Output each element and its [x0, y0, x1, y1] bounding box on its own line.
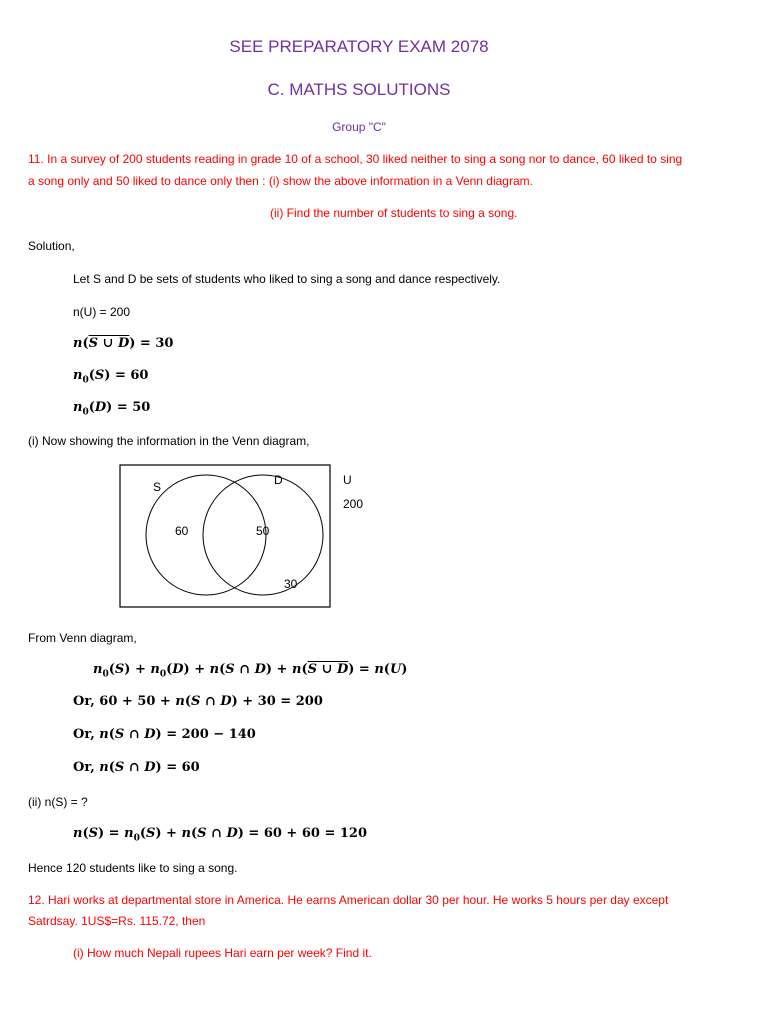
q12-part1: (i) How much Nepali rupees Hari earn per week? Find it.: [73, 946, 372, 960]
solution-let: Let S and D be sets of students who liked to sing a song and dance respectively.: [73, 272, 501, 286]
conclusion: Hence 120 students like to sing a song.: [28, 861, 238, 875]
venn-diagram: [110, 460, 380, 620]
venn-intro: (i) Now showing the information in the Venn diagram,: [28, 434, 310, 448]
label-u: U: [343, 473, 352, 487]
group-label: Group "C": [332, 120, 386, 134]
ns-equation: $n(S) = n_0(S) + n(S$ ∩ D) = 60 + 60 = 120: [73, 826, 368, 844]
solution-heading: Solution,: [28, 239, 75, 253]
s-only-value: 60: [175, 524, 189, 538]
main-equation: $n_0(S) + n_0(D) + n(S$ ∩ D) + n(S ∪ D) = n(U): [93, 662, 408, 680]
label-d: D: [274, 473, 283, 487]
n0-d-line: $n_0(D) = 50$: [73, 400, 151, 418]
q12-line1: 12. Hari works at departmental store in America. He earns American dollar 30 per hour. He works 5 hours per day except: [28, 893, 669, 907]
or-line-3: Or, n(S ∩ D) = 60: [73, 760, 200, 775]
or-line-1: Or, 60 + 50 + n(S ∩ D) + 30 = 200: [73, 694, 323, 709]
q11-line1: 11. In a survey of 200 students reading in grade 10 of a school, 30 liked neither to sing a song nor to dance, 60 liked to sing: [28, 152, 683, 166]
or-line-2: Or, n(S ∩ D) = 200 − 140: [73, 727, 256, 742]
d-only-value: 50: [256, 524, 270, 538]
derivation-intro: From Venn diagram,: [28, 631, 137, 645]
q11-part2: (ii) Find the number of students to sing a song.: [270, 206, 518, 220]
label-s: S: [153, 480, 162, 494]
page-subtitle: C. MATHS SOLUTIONS: [267, 80, 451, 99]
neither-value: 30: [284, 577, 298, 591]
q11-line2: a song only and 50 liked to dance only then : (i) show the above information in a Venn diagram.: [28, 174, 533, 188]
n-u-line: n(U) = 200: [73, 305, 131, 319]
n0-s-line: $n_0(S) = 60$: [73, 368, 149, 386]
q12-line2: Satrdsay. 1US$=Rs. 115.72, then: [28, 914, 206, 928]
part2-label: (ii) n(S) = ?: [28, 795, 88, 809]
u-value: 200: [343, 497, 364, 511]
set-s-circle: [146, 475, 266, 595]
page-title: SEE PREPARATORY EXAM 2078: [229, 37, 489, 56]
n-complement-union-line: n(S ∪ D) = 30: [73, 336, 174, 351]
